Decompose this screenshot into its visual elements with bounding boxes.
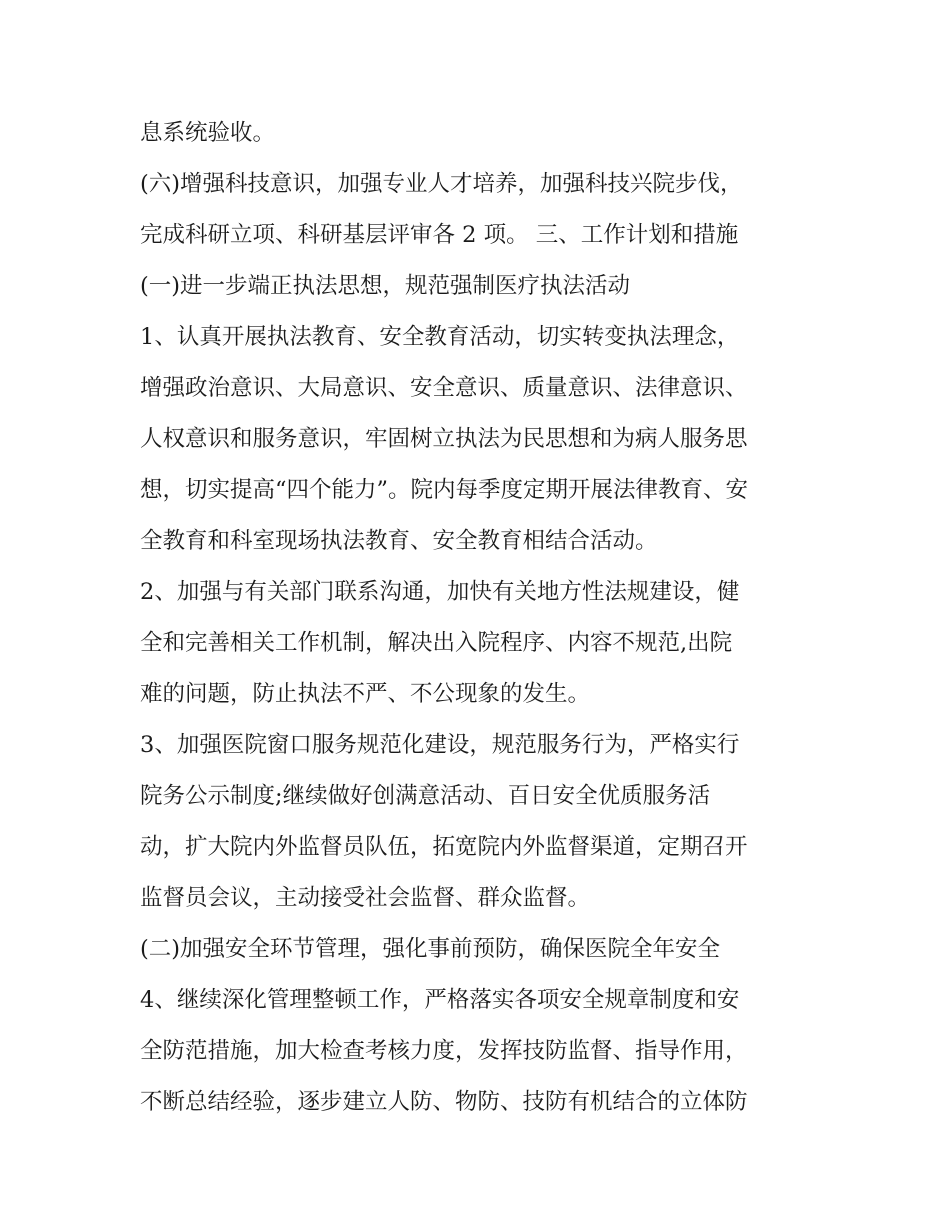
- text-line: 增强政治意识、大局意识、安全意识、质量意识、法律意识、: [140, 375, 748, 401]
- text-line: 全防范措施，加大检查考核力度，发挥技防监督、指导作用，: [140, 1038, 748, 1064]
- text-line: 院务公示制度;继续做好创满意活动、百日安全优质服务活: [140, 783, 711, 809]
- text-line: 1、认真开展执法教育、安全教育活动，切实转变执法理念，: [140, 324, 740, 350]
- text-line: 动，扩大院内外监督员队伍，拓宽院内外监督渠道，定期召开: [140, 834, 748, 860]
- text-line: 人权意识和服务意识，牢固树立执法为民思想和为病人服务思: [140, 426, 748, 452]
- text-line: 4、继续深化管理整顿工作，严格落实各项安全规章制度和安: [140, 987, 740, 1013]
- text-line: 难的问题，防止执法不严、不公现象的发生。: [140, 681, 591, 707]
- body-text: [140, 108, 820, 1128]
- text-line: 息系统验收。: [140, 120, 276, 146]
- text-line: (二)加强安全环节管理，强化事前预防，确保医院全年安全: [140, 936, 721, 962]
- text-line: (六)增强科技意识，加强专业人才培养，加强科技兴院步伐，: [140, 171, 743, 197]
- text-line: 想，切实提高“四个能力”。院内每季度定期开展法律教育、安: [140, 477, 749, 503]
- text-line: 完成科研立项、科研基层评审各 2 项。 三、工作计划和措施: [140, 222, 739, 248]
- text-line: 全教育和科室现场执法教育、安全教育相结合活动。: [140, 528, 658, 554]
- text-line: 2、加强与有关部门联系沟通，加快有关地方性法规建设，健: [140, 579, 740, 605]
- text-line: 监督员会议，主动接受社会监督、群众监督。: [140, 885, 591, 911]
- text-line: 3、加强医院窗口服务规范化建设，规范服务行为，严格实行: [140, 732, 740, 758]
- text-line: 不断总结经验，逐步建立人防、物防、技防有机结合的立体防: [140, 1089, 748, 1115]
- text-line: 全和完善相关工作机制，解决出入院程序、内容不规范,出院: [140, 630, 733, 656]
- text-line: (一)进一步端正执法思想，规范强制医疗执法活动: [140, 273, 631, 299]
